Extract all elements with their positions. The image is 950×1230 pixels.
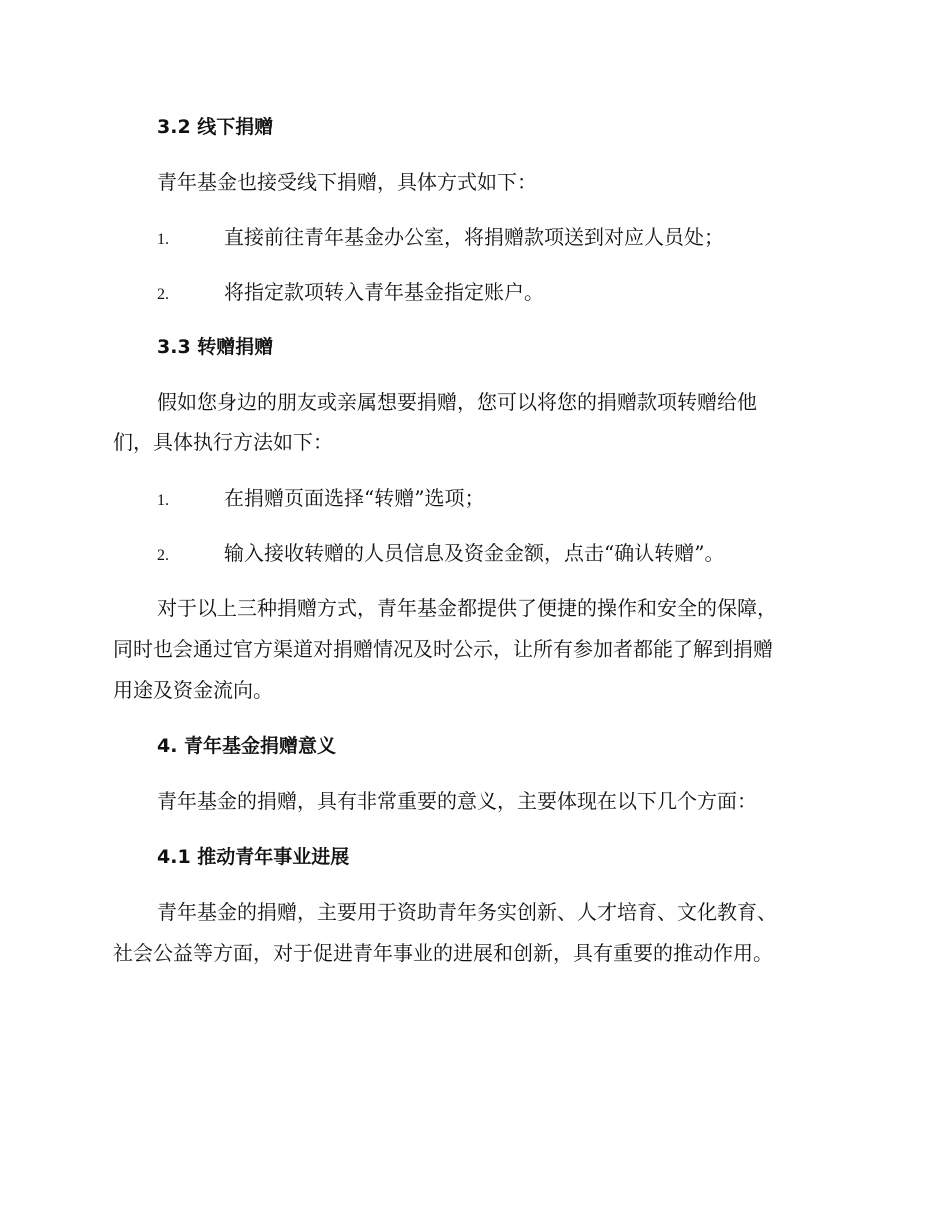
summary-line2: 同时也会通过官方渠道对捐赠情况及时公示，让所有参加者都能了解到捐赠 [113, 637, 773, 661]
summary-line3: 用途及资金流向。 [113, 678, 273, 702]
heading-3-2: 3.2 线下捐赠 [157, 116, 274, 138]
list-text: 在捐赠页面选择“转赠”选项； [224, 486, 485, 510]
heading-3-3: 3.3 转赠捐赠 [157, 336, 274, 358]
heading-4: 4. 青年基金捐赠意义 [157, 735, 337, 757]
heading-4-1: 4.1 推动青年事业进展 [157, 846, 350, 868]
list-text: 输入接收转赠的人员信息及资金金额，点击“确认转赠”。 [224, 541, 725, 565]
summary-line1: 对于以上三种捐赠方式，青年基金都提供了便捷的操作和安全的保障， [157, 596, 777, 620]
list-text: 直接前往青年基金办公室，将捐赠款项送到对应人员处； [224, 225, 724, 249]
paragraph-4-1-line1: 青年基金的捐赠，主要用于资助青年务实创新、人才培育、文化教育、 [157, 900, 777, 924]
list-item [157, 479, 837, 520]
paragraph-4-1-line2: 社会公益等方面，对于促进青年事业的进展和创新，具有重要的推动作用。 [113, 941, 773, 965]
list-text: 将指定款项转入青年基金指定账户。 [224, 280, 544, 304]
list-item [157, 534, 837, 575]
list-item [157, 218, 837, 259]
list-item [157, 273, 837, 314]
paragraph-3-2-intro: 青年基金也接受线下捐赠，具体方式如下： [157, 170, 537, 194]
list-number: 1. [157, 231, 169, 248]
paragraph-4-intro: 青年基金的捐赠，具有非常重要的意义，主要体现在以下几个方面： [157, 789, 757, 813]
list-number: 2. [157, 547, 169, 564]
list-number: 2. [157, 286, 169, 303]
paragraph-3-3-intro-line2: 们，具体执行方法如下： [113, 430, 333, 454]
list-number: 1. [157, 492, 169, 509]
paragraph-3-3-intro-line1: 假如您身边的朋友或亲属想要捐赠，您可以将您的捐赠款项转赠给他 [157, 390, 757, 414]
